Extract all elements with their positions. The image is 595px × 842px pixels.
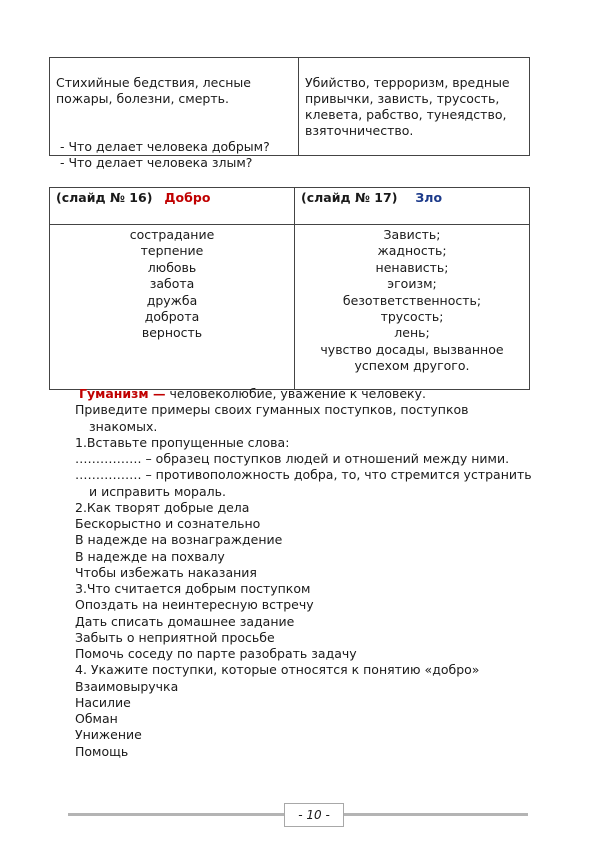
humanism-definition xyxy=(75,386,535,402)
good-quality: доброта xyxy=(144,309,200,325)
answer-option: Чтобы избежать наказания xyxy=(75,564,257,580)
good-header xyxy=(50,188,295,225)
answer-option: Опоздать на неинтересную встречу xyxy=(75,597,314,613)
good-list-cell xyxy=(50,225,295,390)
good-quality: верность xyxy=(141,325,203,341)
question-good: - Что делает человека добрым? xyxy=(60,139,270,154)
good-word: Добро xyxy=(164,190,211,205)
answer-option: В надежде на похвалу xyxy=(75,548,225,564)
task-1-heading: 1.Вставьте пропущенные слова: xyxy=(75,434,290,450)
good-qualities-list xyxy=(50,227,294,342)
task-1-blank-evil: ……………. – противоположность добра, то, что стремится устранить и исправить мораль. xyxy=(75,467,532,499)
evil-word: Зло xyxy=(415,190,443,205)
good-quality: забота xyxy=(149,276,195,292)
evil-quality: лень; xyxy=(394,325,430,341)
evil-quality: чувство досады, вызванное успехом другого. xyxy=(320,341,504,374)
page-number: - 10 - xyxy=(284,803,344,827)
answer-option: Помощь xyxy=(75,743,129,759)
task-3-heading: 3.Что считается добрым поступком xyxy=(75,581,311,596)
good-evil-table xyxy=(49,187,530,390)
answer-option: Обман xyxy=(75,711,118,726)
answer-option: Унижение xyxy=(75,727,142,743)
body-text xyxy=(75,386,535,760)
good-quality: дружба xyxy=(146,292,198,308)
answer-option: Взаимовыручка xyxy=(75,678,179,694)
evil-quality: трусость; xyxy=(380,309,444,325)
task-1-blank-good: ……………. – образец поступков людей и отношений между ними. xyxy=(75,451,510,466)
task-2-heading: 2.Как творят добрые дела xyxy=(75,499,250,515)
evil-header xyxy=(295,188,530,225)
evil-quality: эгоизм; xyxy=(387,276,437,292)
humanism-term: Гуманизм — xyxy=(79,386,166,401)
evil-qualities-list xyxy=(295,227,529,375)
question-evil: - Что делает человека злым? xyxy=(60,155,253,170)
evil-quality: жадность; xyxy=(377,243,447,259)
good-quality: терпение xyxy=(140,243,204,259)
human-evil-cell: Убийство, терроризм, вредные привычки, зависть, трусость, клевета, рабство, тунеядство, взяточничество. xyxy=(299,58,530,156)
evil-quality: Зависть; xyxy=(383,227,441,242)
evil-list-cell xyxy=(295,225,530,390)
good-quality: любовь xyxy=(147,259,197,275)
answer-option: Насилие xyxy=(75,694,131,710)
humanism-text: человеколюбие, уважение к человеку. xyxy=(165,386,426,401)
evil-slide-label: (слайд № 17) xyxy=(301,190,398,205)
evil-quality: ненависть; xyxy=(375,259,449,275)
answer-option: Забыть о неприятной просьбе xyxy=(75,629,275,645)
good-quality: сострадание xyxy=(129,227,215,242)
task-4-heading: 4. Укажите поступки, которые относятся к понятию «добро» xyxy=(75,662,480,678)
evil-quality: безответственность; xyxy=(342,292,482,308)
answer-option: В надежде на вознаграждение xyxy=(75,532,283,548)
answer-option: Дать списать домашнее задание xyxy=(75,613,295,629)
answer-option: Помочь соседу по парте разобрать задачу xyxy=(75,646,357,661)
answer-option: Бескорыстно и сознательно xyxy=(75,516,261,531)
good-slide-label: (слайд № 16) xyxy=(56,190,153,205)
natural-evil-cell: Стихийные бедствия, лесные пожары, болезни, смерть. xyxy=(50,58,299,156)
task-examples: Приведите примеры своих гуманных поступков, поступков знакомых. xyxy=(75,402,469,434)
